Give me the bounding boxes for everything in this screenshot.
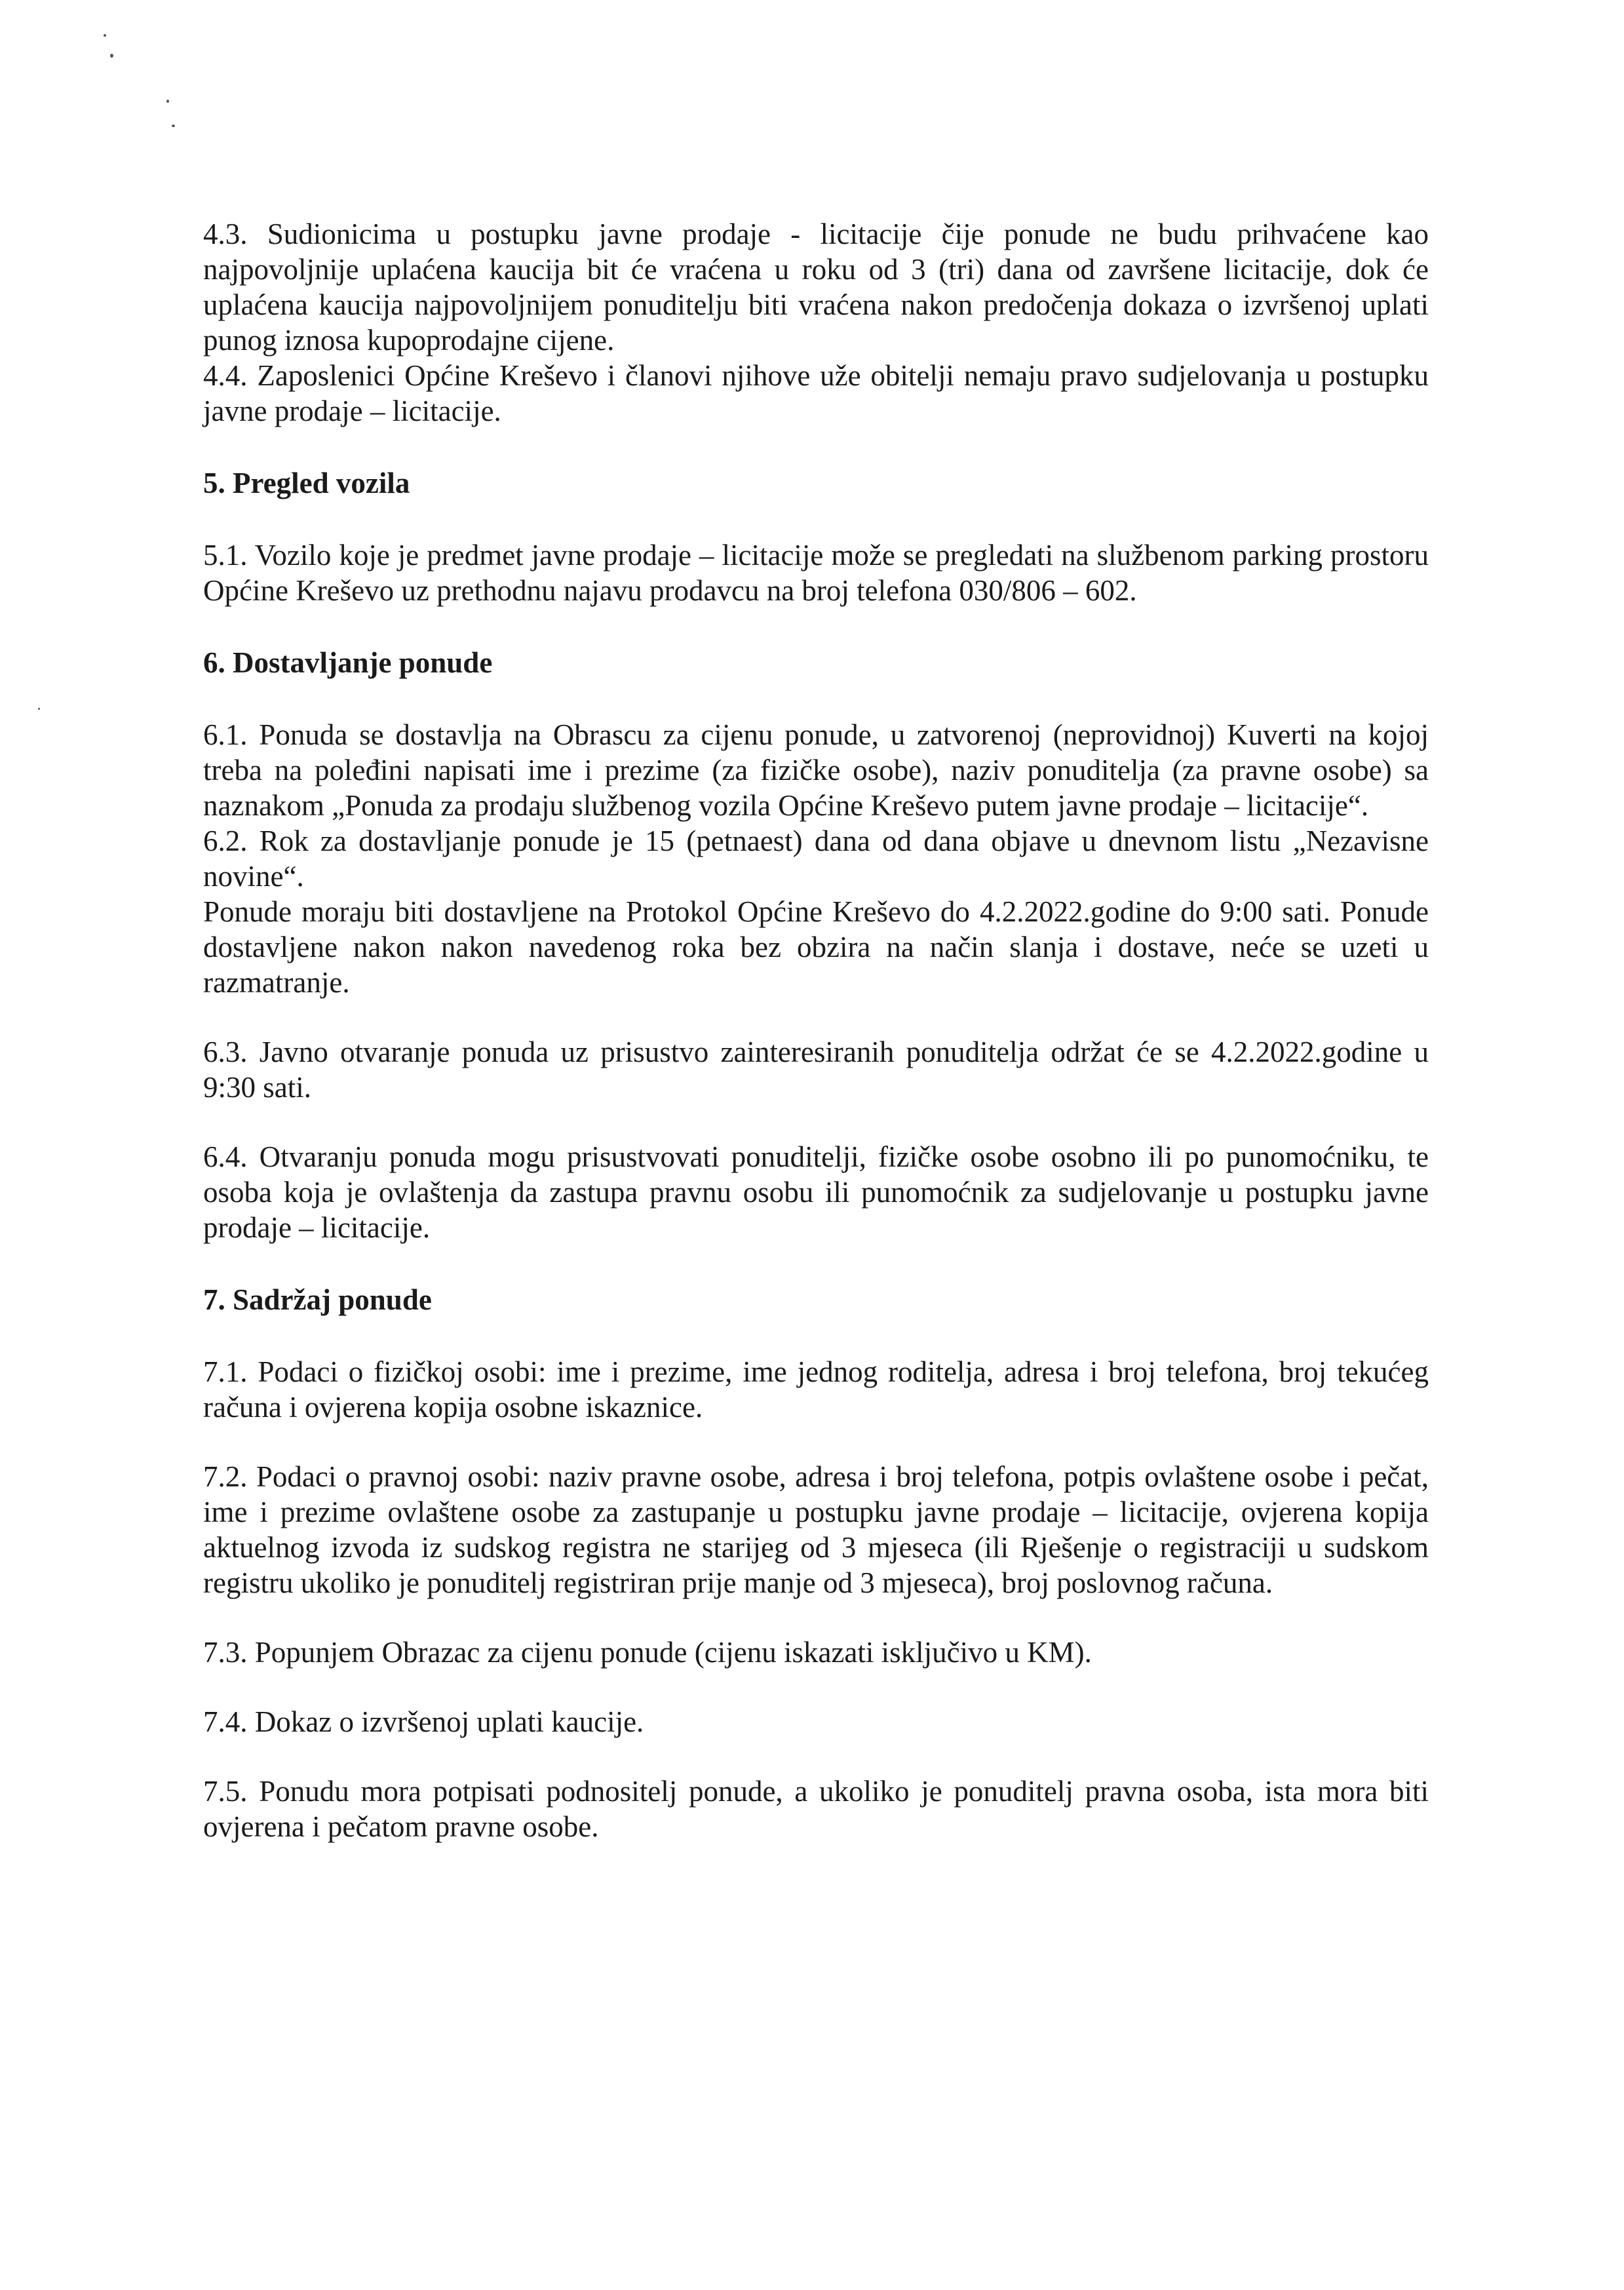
scan-speck — [110, 54, 113, 58]
document-page — [203, 216, 1429, 1844]
paragraph-6-4: 6.4. Otvaranju ponuda mogu prisustvovati ponuditelji, fizičke osobe osobno ili po punomoćniku, te osoba koja je ovlaštenja da zastupa pravnu osobu ili punomoćnik za sudjelovanje u postupku javne prodaje – licitacije. — [203, 1140, 1429, 1244]
paragraph-4-3: 4.3. Sudionicima u postupku javne prodaje - licitacije čije ponude ne budu prihvaćene kao najpovoljnije uplaćena kaucija bit će vraćena u roku od 3 (tri) dana od završene licitacije, dok će uplaćena kaucija najpovoljnijem ponuditelju biti vraćena nakon predočenja dokaza o izvršenoj uplati punog iznosa kupoprodajne cijene. — [203, 218, 1429, 357]
paragraph-4-4: 4.4. Zaposlenici Općine Kreševo i članovi njihove uže obitelji nemaju pravo sudjelovanja u postupku javne prodaje – licitacije. — [203, 359, 1429, 427]
scan-speck — [172, 125, 175, 127]
scan-speck — [104, 34, 106, 37]
paragraph-7-1: 7.1. Podaci o fizičkoj osobi: ime i prezime, ime jednog roditelja, adresa i broj telefona, broj tekućeg računa i ovjerena kopija osobne iskaznice. — [203, 1355, 1429, 1424]
scan-speck — [166, 100, 169, 103]
paragraph-6-3: 6.3. Javno otvaranje ponuda uz prisustvo zainteresiranih ponuditelja održat će se 4.2.2022.godine u 9:30 sati. — [203, 1036, 1429, 1104]
paragraph-5-1: 5.1. Vozilo koje je predmet javne prodaje – licitacije može se pregledati na službenom parking prostoru Općine Kreševo uz prethodnu najavu prodavcu na broj telefona 030/806 – 602. — [203, 539, 1429, 607]
section-heading-6: 6. Dostavljanje ponude — [203, 646, 493, 679]
paragraph-7-2: 7.2. Podaci o pravnoj osobi: naziv pravne osobe, adresa i broj telefona, potpis ovlaštene osobe i pečat, ime i prezime ovlaštene osobe za zastupanje u postupku javne prodaje – licitacije, ovjerena kopija aktuelnog izvoda iz sudskog registra ne starijeg od 3 mjeseca (ili Rješenje o registraciji u sudskom registru ukoliko je ponuditelj registriran prije manje od 3 mjeseca), broj poslovnog računa. — [203, 1460, 1429, 1599]
paragraph-6-2: 6.2. Rok za dostavljanje ponude je 15 (petnaest) dana od dana objave u dnevnom listu „Nezavisne novine“. — [203, 825, 1429, 893]
paragraph-7-3: 7.3. Popunjem Obrazac za cijenu ponude (cijenu iskazati isključivo u KM). — [203, 1636, 1092, 1669]
paragraph-7-5: 7.5. Ponudu mora potpisati podnositelj ponude, a ukoliko je ponuditelj pravna osoba, ista mora biti ovjerena i pečatom pravne osobe. — [203, 1775, 1429, 1843]
paragraph-6-1: 6.1. Ponuda se dostavlja na Obrascu za cijenu ponude, u zatvorenoj (neprovidnoj) Kuverti na kojoj treba na poleđini napisati ime i prezime (za fizičke osobe), naziv ponuditelja (za pravne osobe) sa naznakom „Ponuda za prodaju službenog vozila Općine Kreševo putem javne prodaje – licitacije“. — [203, 718, 1429, 822]
paragraph-6-2-deadline: Ponude moraju biti dostavljene na Protokol Općine Kreševo do 4.2.2022.godine do 9:00 sati. Ponude dostavljene nakon nakon navedenog roka bez obzira na način slanja i dostave, neće se uzeti u razmatranje. — [203, 895, 1429, 999]
scan-speck — [38, 708, 40, 710]
section-heading-7: 7. Sadržaj ponude — [203, 1283, 432, 1316]
paragraph-7-4: 7.4. Dokaz o izvršenoj uplati kaucije. — [203, 1705, 644, 1738]
section-heading-5: 5. Pregled vozila — [203, 467, 410, 499]
